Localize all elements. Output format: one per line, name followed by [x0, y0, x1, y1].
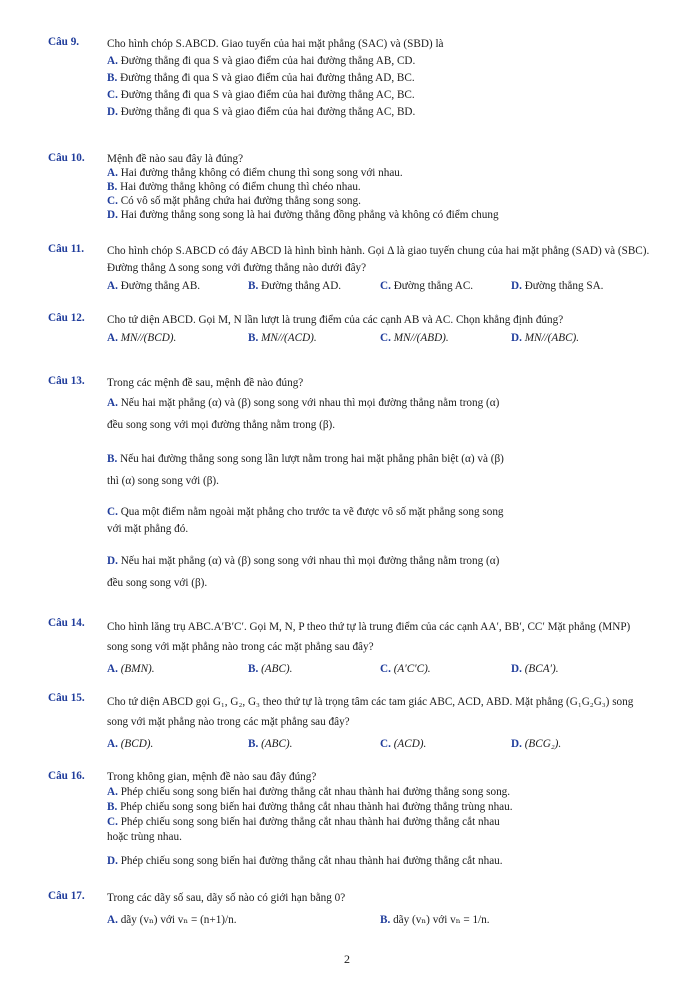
question-number: Câu 11. [48, 243, 85, 255]
question-13 [48, 375, 652, 594]
option-b: B. (ABC). [248, 738, 293, 750]
option-c: C. Qua một điểm nằm ngoài mặt phẳng cho trước ta vẽ được vô số mặt phẳng song song [107, 506, 504, 518]
options-row [107, 907, 652, 933]
option-d: D. Hai đường thẳng song song là hai đường thẳng đồng phẳng và không có điểm chung [107, 209, 499, 221]
option-c-cont: hoặc trùng nhau. [107, 831, 182, 843]
question-stem: Trong các mệnh đề sau, mệnh đề nào đúng? [107, 377, 304, 389]
question-stem: Trong không gian, mệnh đề nào sau đây đúng? [107, 771, 317, 783]
option-c: C. (A′C′C). [380, 663, 431, 675]
option-d-cont: đều song song với (β). [107, 577, 208, 589]
option-a: A. Nếu hai mặt phẳng (α) và (β) song song với nhau thì mọi đường thẳng nằm trong (α) [107, 397, 500, 409]
option-a: A. Đường thẳng AB. [107, 280, 201, 292]
option-b: B. Hai đường thẳng không có điểm chung thì chéo nhau. [107, 181, 361, 193]
question-10 [48, 152, 652, 222]
option-d: D. (BCG₂). [511, 738, 562, 750]
option-a: A. (BCD). [107, 738, 154, 750]
question-15 [48, 692, 652, 756]
question-number: Câu 9. [48, 36, 80, 48]
question-number: Câu 14. [48, 617, 85, 629]
option-c: C. MN//(ABD). [380, 332, 449, 344]
question-16 [48, 770, 652, 870]
question-14 [48, 617, 652, 681]
question-number: Câu 13. [48, 375, 85, 387]
question-stem: Cho tứ diện ABCD gọi G₁, G₂, G₃ theo thứ tự là trọng tâm các tam giác ABC, ACD, ABD. Mặt phẳng (G₁G₂G₃) song song với mặt phẳng nào trong các mặt phẳng sau đây? [107, 696, 634, 728]
option-d: D. Phép chiếu song song biến hai đường thẳng cắt nhau thành hai đường thẳng cắt nhau. [107, 855, 503, 867]
option-d: D. Nếu hai mặt phẳng (α) và (β) song song với nhau thì mọi đường thẳng nằm trong (α) [107, 555, 500, 567]
option-b-cont: thì (α) song song với (β). [107, 475, 219, 487]
option-c: C. (ACD). [380, 738, 427, 750]
option-b: B. dãy (vₙ) với vₙ = 1/n. [380, 914, 490, 926]
question-12 [48, 312, 652, 347]
question-11 [48, 243, 652, 295]
question-stem: Cho hình lăng trụ ABC.A′B′C′. Gọi M, N, P theo thứ tự là trung điểm của các cạnh AA′, BB′, CC′ Mặt phẳng (MNP) song song với mặt phẳng nào trong các mặt phẳng sau đây? [107, 621, 631, 653]
option-a: A. (BMN). [107, 663, 155, 675]
question-17 [48, 890, 652, 933]
question-stem: Cho tứ diện ABCD. Gọi M, N lần lượt là trung điểm của các cạnh AB và AC. Chọn khẳng định đúng? [107, 314, 564, 326]
question-number: Câu 10. [48, 152, 85, 164]
option-b: B. Đường thẳng đi qua S và giao điểm của hai đường thẳng AD, BC. [107, 72, 415, 84]
option-a: A. Đường thẳng đi qua S và giao điểm của hai đường thẳng AB, CD. [107, 55, 416, 67]
options-row [107, 277, 652, 295]
question-number: Câu 16. [48, 770, 85, 782]
option-a: A. MN//(BCD). [107, 332, 177, 344]
option-b: B. Nếu hai đường thẳng song song lần lượt nằm trong hai mặt phẳng phân biệt (α) và (β) [107, 453, 504, 465]
question-number: Câu 15. [48, 692, 85, 704]
option-d: D. (BCA′). [511, 663, 559, 675]
option-a: A. Hai đường thẳng không có điểm chung thì song song với nhau. [107, 167, 403, 179]
option-c: C. Đường thẳng đi qua S và giao điểm của hai đường thẳng AC, BC. [107, 89, 415, 101]
page-number: 2 [344, 952, 350, 966]
option-a: A. dãy (vₙ) với vₙ = (n+1)/n. [107, 914, 237, 926]
options-row [107, 329, 652, 347]
question-stem: Trong các dãy số sau, dãy số nào có giới hạn bằng 0? [107, 892, 346, 904]
question-number: Câu 17. [48, 890, 85, 902]
option-c: C. Phép chiếu song song biến hai đường thẳng cắt nhau thành hai đường thẳng cắt nhau [107, 816, 500, 828]
option-b: B. Phép chiếu song song biến hai đường thẳng cắt nhau thành hai đường thẳng trùng nhau. [107, 801, 513, 813]
option-a-cont: đều song song với mọi đường thẳng nằm trong (β). [107, 419, 336, 431]
options-row [107, 732, 652, 756]
option-c: C. Đường thẳng AC. [380, 280, 474, 292]
question-9 [48, 36, 652, 121]
option-a: A. Phép chiếu song song biến hai đường thẳng cắt nhau thành hai đường thẳng song song. [107, 786, 511, 798]
option-b: B. MN//(ACD). [248, 332, 317, 344]
question-number: Câu 12. [48, 312, 85, 324]
question-stem: Cho hình chóp S.ABCD có đáy ABCD là hình bình hành. Gọi Δ là giao tuyến chung của hai mặt phẳng (SAD) và (SBC). Đường thẳng Δ song song với đường thẳng nào dưới đây? [107, 245, 650, 274]
option-b: B. Đường thẳng AD. [248, 280, 342, 292]
option-c: C. Có vô số mặt phẳng chứa hai đường thẳng song song. [107, 195, 361, 207]
question-stem: Cho hình chóp S.ABCD. Giao tuyến của hai mặt phẳng (SAC) và (SBD) là [107, 38, 444, 50]
option-c-cont: với mặt phẳng đó. [107, 523, 189, 535]
options-row [107, 657, 652, 681]
option-d: D. Đường thẳng SA. [511, 280, 604, 292]
question-stem: Mệnh đề nào sau đây là đúng? [107, 153, 244, 165]
option-b: B. (ABC). [248, 663, 293, 675]
option-d: D. MN//(ABC). [511, 332, 580, 344]
option-d: D. Đường thẳng đi qua S và giao điểm của hai đường thẳng AC, BD. [107, 106, 416, 118]
